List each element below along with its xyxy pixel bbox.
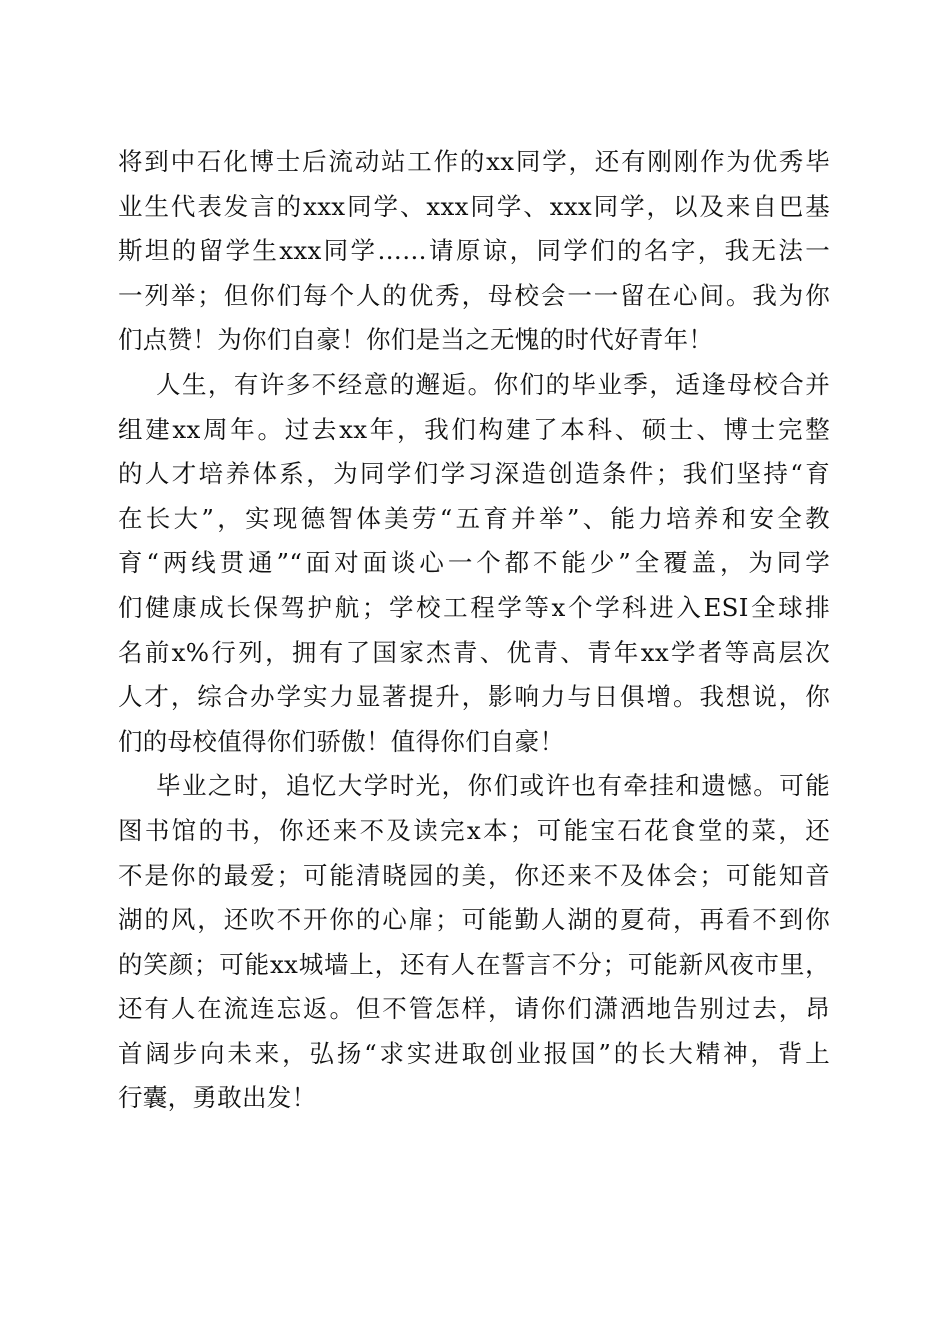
paragraph-3 bbox=[118, 764, 830, 1121]
paragraph-1 bbox=[118, 140, 830, 363]
text-line: 行囊，勇敢出发！ bbox=[118, 1083, 317, 1113]
text-line: 们健康成长保驾护航；学校工程学等x个学科进入ESI全球排 bbox=[118, 592, 830, 622]
paragraph-2 bbox=[118, 363, 830, 764]
text-line: 图书馆的书，你还来不及读完x本；可能宝石花食堂的菜，还 bbox=[118, 815, 830, 845]
text-line: 湖的风，还吹不开你的心扉；可能勤人湖的夏荷，再看不到你 bbox=[118, 905, 830, 935]
text-line: 们的母校值得你们骄傲！值得你们自豪！ bbox=[118, 726, 565, 756]
text-line: 不是你的最爱；可能清晓园的美，你还来不及体会；可能知音 bbox=[118, 860, 830, 890]
text-line: 人生，有许多不经意的邂逅。你们的毕业季，适逢母校合并 bbox=[156, 369, 830, 399]
text-line: 斯坦的留学生xxx同学……请原谅，同学们的名字，我无法一 bbox=[118, 236, 830, 266]
text-line: 业生代表发言的xxx同学、xxx同学、xxx同学，以及来自巴基 bbox=[118, 191, 830, 221]
text-line: 组建xx周年。过去xx年，我们构建了本科、硕士、博士完整 bbox=[118, 414, 830, 444]
text-line: 将到中石化博士后流动站工作的xx同学，还有刚刚作为优秀毕 bbox=[118, 147, 830, 176]
text-line: 首阔步向未来，弘扬“求实进取创业报国”的长大精神，背上 bbox=[118, 1038, 830, 1068]
text-line: 名前x%行列，拥有了国家杰青、优青、青年xx学者等高层次 bbox=[118, 637, 830, 667]
text-line: 的笑颜；可能xx城墙上，还有人在誓言不分；可能新风夜市里， bbox=[118, 949, 830, 979]
text-line: 一列举；但你们每个人的优秀，母校会一一留在心间。我为你 bbox=[118, 280, 830, 310]
text-line: 在长大”，实现德智体美劳“五育并举”、能力培养和安全教 bbox=[118, 503, 830, 533]
text-line: 们点赞！为你们自豪！你们是当之无愧的时代好青年！ bbox=[118, 325, 714, 355]
text-line: 人才，综合办学实力显著提升，影响力与日俱增。我想说，你 bbox=[118, 682, 830, 712]
text-line: 还有人在流连忘返。但不管怎样，请你们潇洒地告别过去，昂 bbox=[118, 994, 830, 1024]
text-line: 的人才培养体系，为同学们学习深造创造条件；我们坚持“育 bbox=[118, 459, 830, 489]
text-line: 育“两线贯通”“面对面谈心一个都不能少”全覆盖，为同学 bbox=[118, 548, 830, 578]
text-line: 毕业之时，追忆大学时光，你们或许也有牵挂和遗憾。可能 bbox=[156, 771, 830, 801]
document-body bbox=[118, 140, 830, 1121]
